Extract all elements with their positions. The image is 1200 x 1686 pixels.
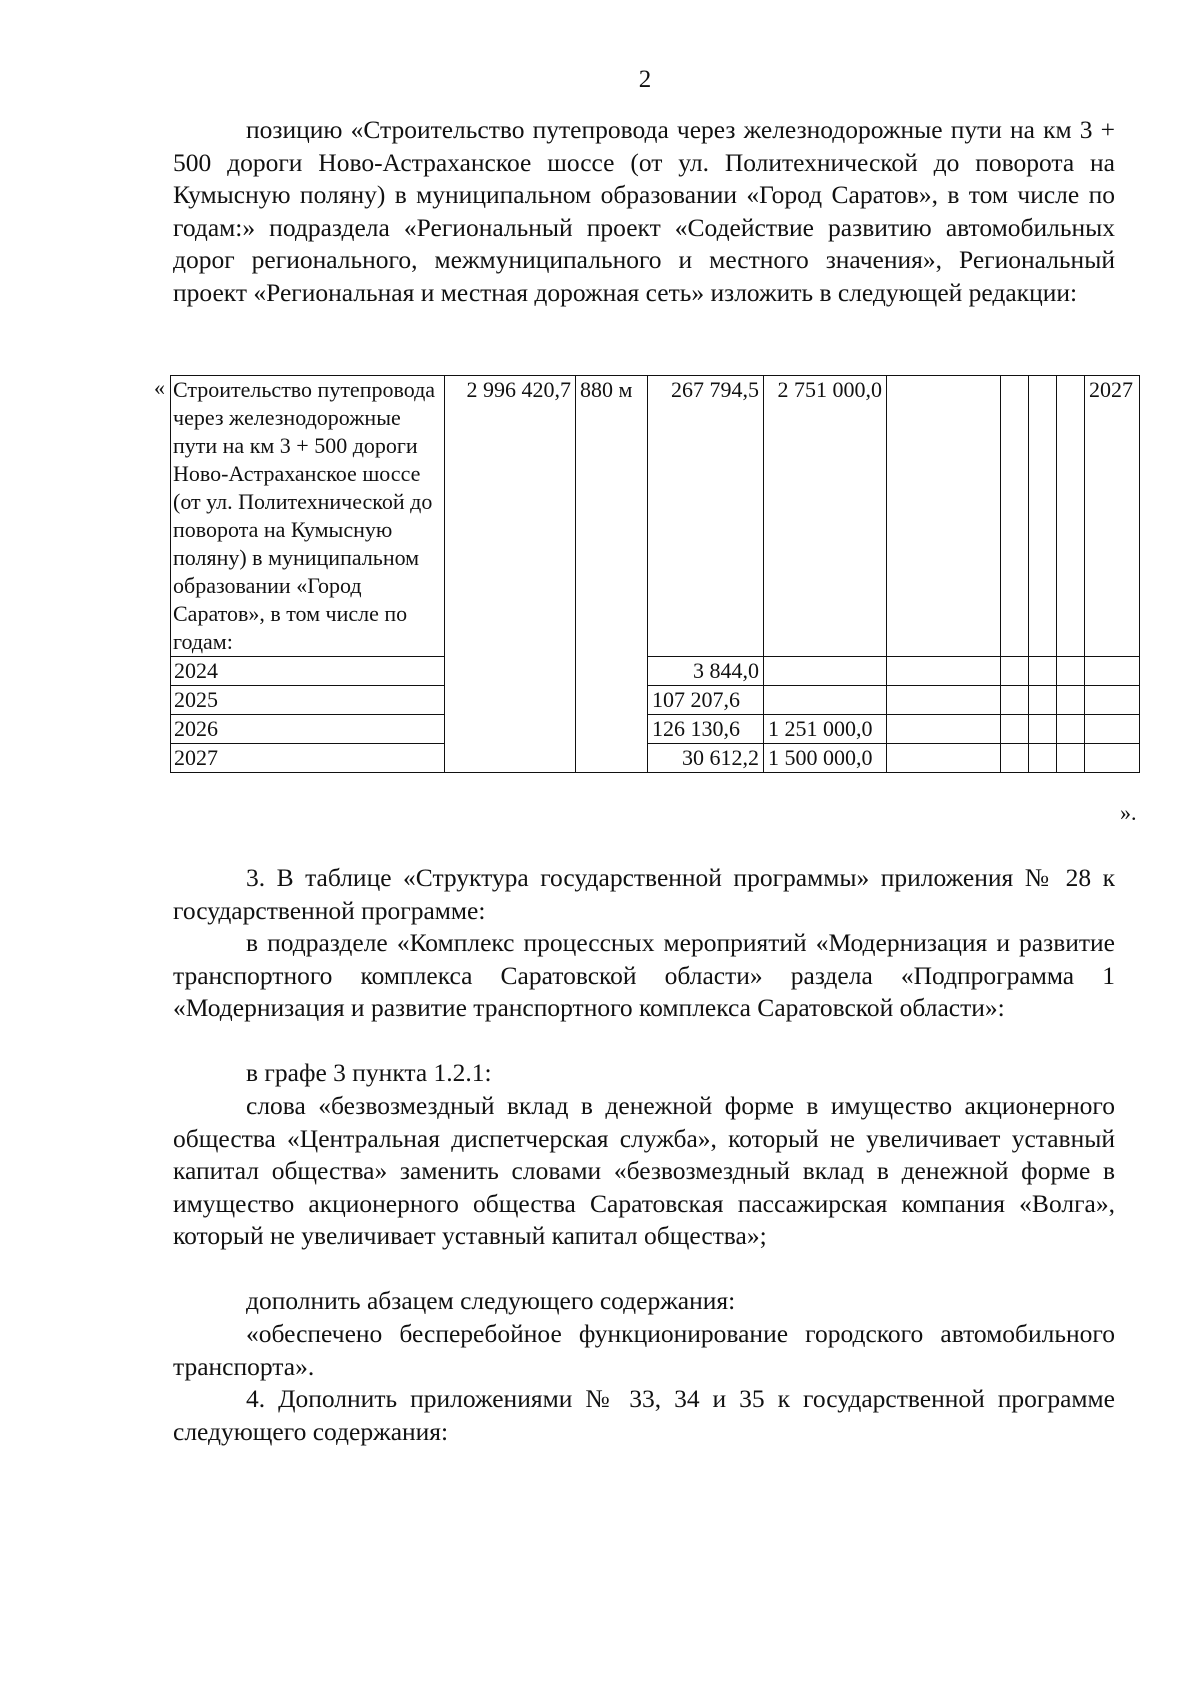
- table-cell-empty: [887, 744, 1001, 773]
- table-cell-length: 880 м: [576, 376, 648, 773]
- table-row-2024: [171, 657, 1140, 686]
- table-cell-empty: [887, 715, 1001, 744]
- table-cell-year: 2027: [1085, 376, 1140, 657]
- table-cell-row-col4: 3 844,0: [648, 657, 764, 686]
- table-cell-row-year: 2024: [171, 657, 445, 686]
- table-cell-empty: [1001, 686, 1029, 715]
- paragraph-subsection: в подразделе «Комплекс процессных мероприятий «Модернизация и развитие транспортного комплекса Саратовской области» раздела «Подпрограмма 1 «Модернизация и развитие транспортного комплекса Саратовской области»:: [173, 928, 1115, 1022]
- paragraph-item-4: 4. Дополнить приложениями № 33, 34 и 35 к государственной программе следующего содержания:: [173, 1384, 1115, 1446]
- table-cell-empty: [1057, 657, 1085, 686]
- paragraph-add-abstract: дополнить абзацем следующего содержания:: [246, 1286, 736, 1315]
- table-cell-empty: [1001, 657, 1029, 686]
- table-cell-col5: 2 751 000,0: [764, 376, 887, 657]
- amendment-table-wrapper: [170, 375, 1140, 773]
- paragraph-column-ref: в графе 3 пункта 1.2.1:: [246, 1058, 492, 1087]
- table-cell-col8: [1029, 376, 1057, 657]
- table-row-2026: [171, 715, 1140, 744]
- table-cell-empty: [1085, 686, 1140, 715]
- amendment-table: [170, 375, 1140, 773]
- table-cell-empty: [887, 686, 1001, 715]
- table-cell-empty: [1085, 657, 1140, 686]
- table-cell-total: 2 996 420,7: [445, 376, 576, 773]
- paragraph-new-abstract: «обеспечено бесперебойное функционирование городского автомобильного транспорта».: [173, 1319, 1115, 1381]
- table-close-quote: ».: [1120, 800, 1137, 825]
- table-cell-empty: [1001, 715, 1029, 744]
- table-cell-row-year: 2026: [171, 715, 445, 744]
- table-cell-row-year: 2027: [171, 744, 445, 773]
- table-cell-empty: [1029, 715, 1057, 744]
- table-cell-empty: [1029, 686, 1057, 715]
- table-cell-empty: [1029, 657, 1057, 686]
- table-cell-col7: [1001, 376, 1029, 657]
- table-cell-name: Строительство путепровода через железнодорожные пути на км 3 + 500 дороги Ново-Астраханское шоссе (от ул. Политехнической до поворота на Кумысную поляну) в муниципальном образовании «Город Саратов», в том числе по годам:: [171, 376, 445, 657]
- table-cell-col6: [887, 376, 1001, 657]
- table-cell-row-col4: 107 207,6: [648, 686, 764, 715]
- table-cell-empty: [1057, 744, 1085, 773]
- table-cell-empty: [887, 657, 1001, 686]
- table-cell-empty: [1001, 744, 1029, 773]
- table-cell-row-col4: 30 612,2: [648, 744, 764, 773]
- table-row-main: [171, 376, 1140, 657]
- table-cell-row-col5: 1 500 000,0: [764, 744, 887, 773]
- table-cell-empty: [1057, 715, 1085, 744]
- table-cell-row-col4: 126 130,6: [648, 715, 764, 744]
- table-row-2027: [171, 744, 1140, 773]
- table-cell-col4: 267 794,5: [648, 376, 764, 657]
- table-row-2025: [171, 686, 1140, 715]
- table-cell-empty: [1085, 715, 1140, 744]
- page-number: 2: [638, 66, 652, 93]
- table-cell-row-col5: [764, 657, 887, 686]
- table-cell-empty: [1029, 744, 1057, 773]
- table-cell-empty: [1057, 686, 1085, 715]
- table-cell-row-col5: [764, 686, 887, 715]
- table-cell-row-col5: 1 251 000,0: [764, 715, 887, 744]
- paragraph-item-3: 3. В таблице «Структура государственной программы» приложения № 28 к государственной программе:: [173, 863, 1115, 925]
- table-cell-col9: [1057, 376, 1085, 657]
- table-cell-empty: [1085, 744, 1140, 773]
- paragraph-replace-words: слова «безвозмездный вклад в денежной форме в имущество акционерного общества «Центральная диспетчерская служба», который не увеличивает уставный капитал общества» заменить словами «безвозмездный вклад в денежной форме в имущество акционерного общества Саратовская пассажирская компания «Волга», который не увеличивает уставный капитал общества»;: [173, 1091, 1115, 1250]
- paragraph-position-amendment: позицию «Строительство путепровода через железнодорожные пути на км 3 + 500 дороги Ново-Астраханское шоссе (от ул. Политехнической до поворота на Кумысную поляну) в муниципальном образовании «Город Саратов», в том числе по годам:» подраздела «Региональный проект «Содействие развитию автомобильных дорог регионального, межмуниципального и местного значения», Региональный проект «Региональная и местная дорожная сеть» изложить в следующей редакции:: [173, 115, 1115, 307]
- table-open-quote: «: [154, 375, 165, 400]
- table-cell-row-year: 2025: [171, 686, 445, 715]
